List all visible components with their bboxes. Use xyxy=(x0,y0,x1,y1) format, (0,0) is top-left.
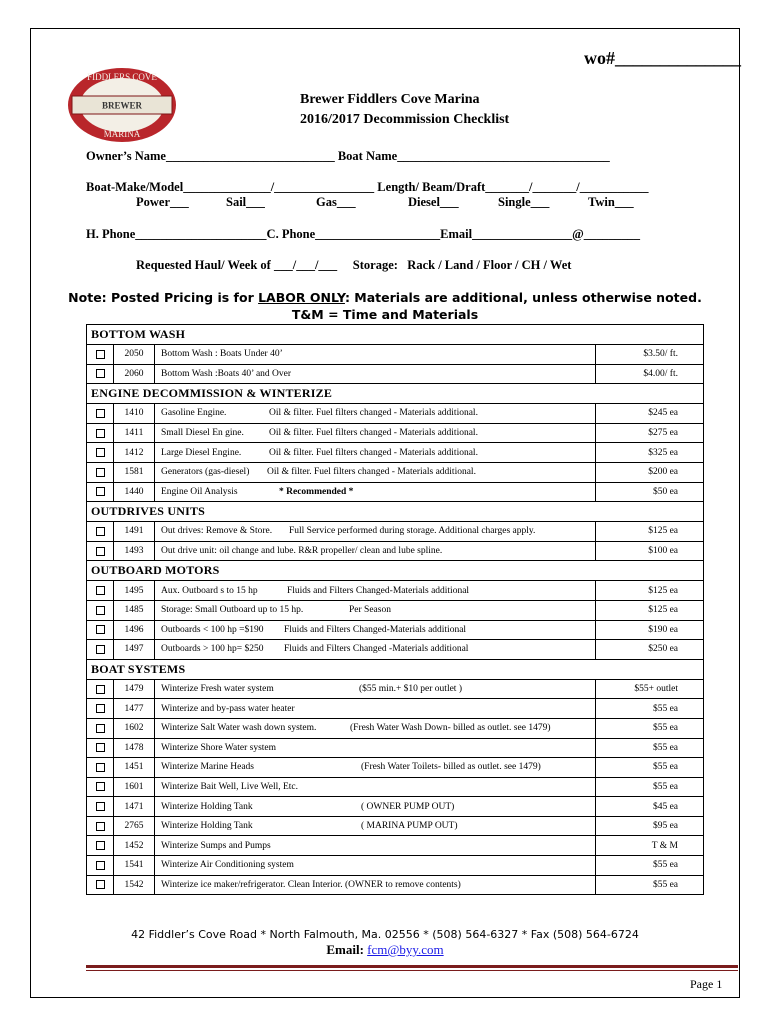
checkbox[interactable] xyxy=(96,350,105,359)
service-description-cell xyxy=(155,739,596,758)
table-row[interactable] xyxy=(86,738,704,758)
note-pre: Note: Posted Pricing is for xyxy=(68,290,259,305)
table-row[interactable] xyxy=(86,403,704,423)
service-price: $55 ea xyxy=(652,703,678,714)
service-note: Oil & filter. Fuel filters changed - Materials additional. xyxy=(269,447,478,458)
service-description: Outboards > 100 hp= $250 xyxy=(161,644,264,655)
service-code: 1412 xyxy=(114,443,155,462)
service-code: 1601 xyxy=(114,778,155,797)
service-code: 1497 xyxy=(114,640,155,659)
service-price: $55 ea xyxy=(652,781,678,792)
service-code: 1485 xyxy=(114,601,155,620)
page-subtitle: 2016/2017 Decommission Checklist xyxy=(300,112,510,127)
service-price: T & M xyxy=(651,840,678,851)
haul-storage-field[interactable]: Requested Haul/ Week of ___/___/___ Storage: Rack / Land / Floor / CH / Wet xyxy=(136,258,572,272)
service-code: 1411 xyxy=(114,424,155,443)
checkbox-cell[interactable] xyxy=(87,581,114,600)
footer-divider-thin xyxy=(86,970,738,971)
checkbox[interactable] xyxy=(96,802,105,811)
service-price: $55 ea xyxy=(652,742,678,753)
table-row[interactable] xyxy=(86,816,704,836)
checkbox-cell[interactable] xyxy=(87,404,114,423)
checkbox-cell[interactable] xyxy=(87,699,114,718)
service-description-cell xyxy=(155,542,596,561)
service-note: Oil & filter. Fuel filters changed - Materials additional. xyxy=(269,408,478,419)
service-price: $125 ea xyxy=(648,605,678,616)
checkbox[interactable] xyxy=(96,527,105,536)
checkbox[interactable] xyxy=(96,547,105,556)
checkbox[interactable] xyxy=(96,586,105,595)
service-description-cell xyxy=(155,365,596,384)
service-note: Oil & filter. Fuel filters changed - Materials additional. xyxy=(269,428,478,439)
checkbox-cell[interactable] xyxy=(87,680,114,699)
service-description: Winterize Holding Tank xyxy=(161,821,253,832)
checkbox-cell[interactable] xyxy=(87,719,114,738)
marina-logo xyxy=(66,66,178,144)
service-description-cell xyxy=(155,778,596,797)
checkbox-cell[interactable] xyxy=(87,621,114,640)
twin-option[interactable]: Twin___ xyxy=(588,195,634,209)
service-description-cell xyxy=(155,443,596,462)
service-note: Full Service performed during storage. Additional charges apply. xyxy=(289,526,536,537)
table-row[interactable] xyxy=(86,679,704,699)
note-post: : Materials are additional, unless otherwise noted. xyxy=(344,290,702,305)
service-price: $55 ea xyxy=(652,762,678,773)
table-row[interactable] xyxy=(86,541,704,561)
checkbox[interactable] xyxy=(96,861,105,870)
service-description: Winterize Marine Heads xyxy=(161,762,254,773)
service-description: Winterize Air Conditioning system xyxy=(161,860,294,871)
service-description: Gasoline Engine. xyxy=(161,408,227,419)
table-row[interactable] xyxy=(86,698,704,718)
service-description: Small Diesel En gine. xyxy=(161,428,244,439)
checkbox[interactable] xyxy=(96,606,105,615)
table-row[interactable] xyxy=(86,875,704,896)
checkbox[interactable] xyxy=(96,743,105,752)
logo-text-mid: BREWER xyxy=(101,100,143,111)
table-row[interactable] xyxy=(86,835,704,855)
service-description-cell xyxy=(155,719,596,738)
service-code: 1541 xyxy=(114,856,155,875)
tm-note: T&M = Time and Materials xyxy=(291,307,479,322)
checkbox[interactable] xyxy=(96,880,105,889)
service-description-cell xyxy=(155,345,596,364)
service-description-cell xyxy=(155,404,596,423)
service-description: Bottom Wash : Boats Under 40’ xyxy=(161,349,283,360)
service-code: 1491 xyxy=(114,522,155,541)
logo-text-top: FIDDLERS COVE xyxy=(87,72,157,82)
table-row[interactable] xyxy=(86,718,704,738)
service-code: 1477 xyxy=(114,699,155,718)
section-engine: ENGINE DECOMMISSION & WINTERIZE xyxy=(86,383,704,403)
service-description: Winterize Holding Tank xyxy=(161,801,253,812)
table-row[interactable] xyxy=(86,855,704,875)
service-description: Generators (gas-diesel) xyxy=(161,467,250,478)
service-price: $125 ea xyxy=(648,526,678,537)
service-table xyxy=(86,324,704,895)
page-title: Brewer Fiddlers Cove Marina xyxy=(300,92,480,107)
service-description-cell xyxy=(155,601,596,620)
service-price: $95 ea xyxy=(652,821,678,832)
service-code: 1440 xyxy=(114,483,155,502)
service-note: ( MARINA PUMP OUT) xyxy=(361,821,458,832)
checkbox-cell[interactable] xyxy=(87,778,114,797)
service-code: 1471 xyxy=(114,797,155,816)
checkbox-cell[interactable] xyxy=(87,739,114,758)
power-option[interactable]: Power___ xyxy=(136,195,189,209)
service-note: Fluids and Filters Changed-Materials additional xyxy=(284,624,467,635)
service-note: * Recommended * xyxy=(279,486,354,497)
footer-email xyxy=(0,942,770,958)
service-description-cell xyxy=(155,522,596,541)
service-price: $3.50/ ft. xyxy=(643,349,678,360)
service-note: Fluids and Filters Changed -Materials additional xyxy=(284,644,469,655)
logo-text-bot: MARINA xyxy=(103,129,141,139)
sail-option[interactable]: Sail___ xyxy=(226,195,265,209)
service-description: Winterize Shore Water system xyxy=(161,742,277,753)
service-price: $125 ea xyxy=(648,585,678,596)
footer-address: 42 Fiddler’s Cove Road * North Falmouth, Ma. 02556 * (508) 564-6327 * Fax (508) 564-6724 xyxy=(131,928,639,941)
table-row[interactable] xyxy=(86,580,704,600)
checkbox-cell[interactable] xyxy=(87,758,114,777)
section-boat-systems: BOAT SYSTEMS xyxy=(86,659,704,679)
checkbox[interactable] xyxy=(96,782,105,791)
table-row[interactable] xyxy=(86,462,704,482)
service-price: $100 ea xyxy=(648,546,678,557)
service-description-cell xyxy=(155,856,596,875)
service-description: Aux. Outboard s to 15 hp xyxy=(161,585,258,596)
service-code: 1542 xyxy=(114,876,155,895)
service-price: $55+ outlet xyxy=(634,684,678,695)
work-order-field[interactable]: wo#______________ xyxy=(584,48,741,68)
checkbox-cell[interactable] xyxy=(87,797,114,816)
table-row[interactable] xyxy=(86,777,704,797)
checkbox-cell[interactable] xyxy=(87,542,114,561)
service-code: 1452 xyxy=(114,836,155,855)
service-price: $275 ea xyxy=(648,428,678,439)
service-description: Outboards < 100 hp =$190 xyxy=(161,624,264,635)
section-bottom-wash: BOTTOM WASH xyxy=(86,324,704,344)
checkbox[interactable] xyxy=(96,625,105,634)
service-description-cell xyxy=(155,817,596,836)
checkbox-cell[interactable] xyxy=(87,424,114,443)
service-description-cell xyxy=(155,424,596,443)
pricing-note xyxy=(0,290,770,305)
service-price: $245 ea xyxy=(648,408,678,419)
service-code: 1496 xyxy=(114,621,155,640)
service-description: Winterize and by-pass water heater xyxy=(161,703,295,714)
boat-make-length-field[interactable]: Boat-Make/Model______________/________________ Length/ Beam/Draft_______/_______/___________ xyxy=(86,180,649,194)
service-price: $50 ea xyxy=(652,486,678,497)
service-description-cell xyxy=(155,797,596,816)
service-note: (Fresh Water Wash Down- billed as outlet. see 1479) xyxy=(350,723,551,734)
service-code: 1478 xyxy=(114,739,155,758)
service-code: 1410 xyxy=(114,404,155,423)
table-row[interactable] xyxy=(86,364,704,384)
table-row[interactable] xyxy=(86,639,704,659)
service-description: Winterize Sumps and Pumps xyxy=(161,840,271,851)
owner-boat-name-field[interactable]: Owner’s Name___________________________ Boat Name__________________________________ xyxy=(86,149,610,163)
service-description-cell xyxy=(155,483,596,502)
service-description: Winterize ice maker/refrigerator. Clean Interior. (OWNER to remove contents) xyxy=(161,879,461,890)
table-row[interactable] xyxy=(86,521,704,541)
service-code: 1495 xyxy=(114,581,155,600)
checkbox-cell[interactable] xyxy=(87,483,114,502)
checkbox[interactable] xyxy=(96,448,105,457)
table-row[interactable] xyxy=(86,442,704,462)
service-description: Large Diesel Engine. xyxy=(161,447,242,458)
checkbox[interactable] xyxy=(96,724,105,733)
service-description: Winterize Fresh water system xyxy=(161,684,274,695)
table-row[interactable] xyxy=(86,423,704,443)
table-row[interactable] xyxy=(86,757,704,777)
service-price: $250 ea xyxy=(648,644,678,655)
service-code: 1493 xyxy=(114,542,155,561)
checkbox[interactable] xyxy=(96,704,105,713)
checkbox-cell[interactable] xyxy=(87,876,114,895)
table-row[interactable] xyxy=(86,600,704,620)
service-note: Fluids and Filters Changed-Materials additional xyxy=(287,585,470,596)
checkbox-cell[interactable] xyxy=(87,836,114,855)
service-description-cell xyxy=(155,640,596,659)
checkbox[interactable] xyxy=(96,822,105,831)
checkbox[interactable] xyxy=(96,645,105,654)
service-description-cell xyxy=(155,876,596,895)
checkbox[interactable] xyxy=(96,487,105,496)
service-description-cell xyxy=(155,699,596,718)
footer-divider xyxy=(86,965,738,968)
service-price: $55 ea xyxy=(652,860,678,871)
service-description: Bottom Wash :Boats 40’ and Over xyxy=(161,368,292,379)
checkbox-cell[interactable] xyxy=(87,365,114,384)
service-note: Oil & filter. Fuel filters changed - Materials additional. xyxy=(267,467,476,478)
checkbox-cell[interactable] xyxy=(87,640,114,659)
checkbox[interactable] xyxy=(96,685,105,694)
checkbox[interactable] xyxy=(96,841,105,850)
service-price: $190 ea xyxy=(648,624,678,635)
service-description: Out drive unit: oil change and lube. R&R propeller/ clean and lube spline. xyxy=(161,546,443,557)
service-price: $45 ea xyxy=(652,801,678,812)
service-note: (Fresh Water Toilets- billed as outlet. see 1479) xyxy=(361,762,541,773)
checkbox[interactable] xyxy=(96,409,105,418)
service-code: 1581 xyxy=(114,463,155,482)
service-code: 2060 xyxy=(114,365,155,384)
service-description-cell xyxy=(155,836,596,855)
page-number: Page 1 xyxy=(690,977,723,991)
service-description: Out drives: Remove & Store. xyxy=(161,526,273,537)
checkbox-cell[interactable] xyxy=(87,522,114,541)
service-description: Winterize Bait Well, Live Well, Etc. xyxy=(161,781,299,792)
table-row[interactable] xyxy=(86,344,704,364)
checkbox-cell[interactable] xyxy=(87,345,114,364)
service-description: Winterize Salt Water wash down system. xyxy=(161,723,317,734)
service-code: 1451 xyxy=(114,758,155,777)
service-code: 1479 xyxy=(114,680,155,699)
phone-email-field[interactable]: H. Phone_____________________C. Phone____________________Email________________@_________ xyxy=(86,227,640,241)
service-note: ($55 min.+ $10 per outlet ) xyxy=(359,684,462,695)
service-description-cell xyxy=(155,758,596,777)
service-description: Engine Oil Analysis xyxy=(161,486,238,497)
table-row[interactable] xyxy=(86,482,704,502)
checkbox[interactable] xyxy=(96,763,105,772)
checkbox-cell[interactable] xyxy=(87,601,114,620)
service-description-cell xyxy=(155,463,596,482)
service-description-cell xyxy=(155,621,596,640)
single-option[interactable]: Single___ xyxy=(498,195,550,209)
checkbox[interactable] xyxy=(96,369,105,378)
service-code: 2765 xyxy=(114,817,155,836)
checkbox-cell[interactable] xyxy=(87,463,114,482)
service-price: $55 ea xyxy=(652,723,678,734)
service-price: $200 ea xyxy=(648,467,678,478)
checkbox-cell[interactable] xyxy=(87,856,114,875)
service-note: ( OWNER PUMP OUT) xyxy=(361,801,455,812)
email-link[interactable]: fcm@byy.com xyxy=(367,942,444,957)
checkbox-cell[interactable] xyxy=(87,817,114,836)
checkbox-cell[interactable] xyxy=(87,443,114,462)
service-description-cell xyxy=(155,581,596,600)
service-code: 2050 xyxy=(114,345,155,364)
section-outdrives: OUTDRIVES UNITS xyxy=(86,501,704,521)
section-outboard: OUTBOARD MOTORS xyxy=(86,560,704,580)
table-row[interactable] xyxy=(86,620,704,640)
diesel-option[interactable]: Diesel___ xyxy=(408,195,459,209)
gas-option[interactable]: Gas___ xyxy=(316,195,356,209)
service-price: $325 ea xyxy=(648,447,678,458)
checkbox[interactable] xyxy=(96,429,105,438)
service-description: Storage: Small Outboard up to 15 hp. xyxy=(161,605,304,616)
service-price: $55 ea xyxy=(652,879,678,890)
checkbox[interactable] xyxy=(96,468,105,477)
service-price: $4.00/ ft. xyxy=(643,368,678,379)
service-code: 1602 xyxy=(114,719,155,738)
service-description-cell xyxy=(155,680,596,699)
note-labor-only: LABOR ONLY xyxy=(258,290,345,305)
table-row[interactable] xyxy=(86,796,704,816)
service-note: Per Season xyxy=(349,605,391,616)
email-label: Email: xyxy=(326,942,368,957)
